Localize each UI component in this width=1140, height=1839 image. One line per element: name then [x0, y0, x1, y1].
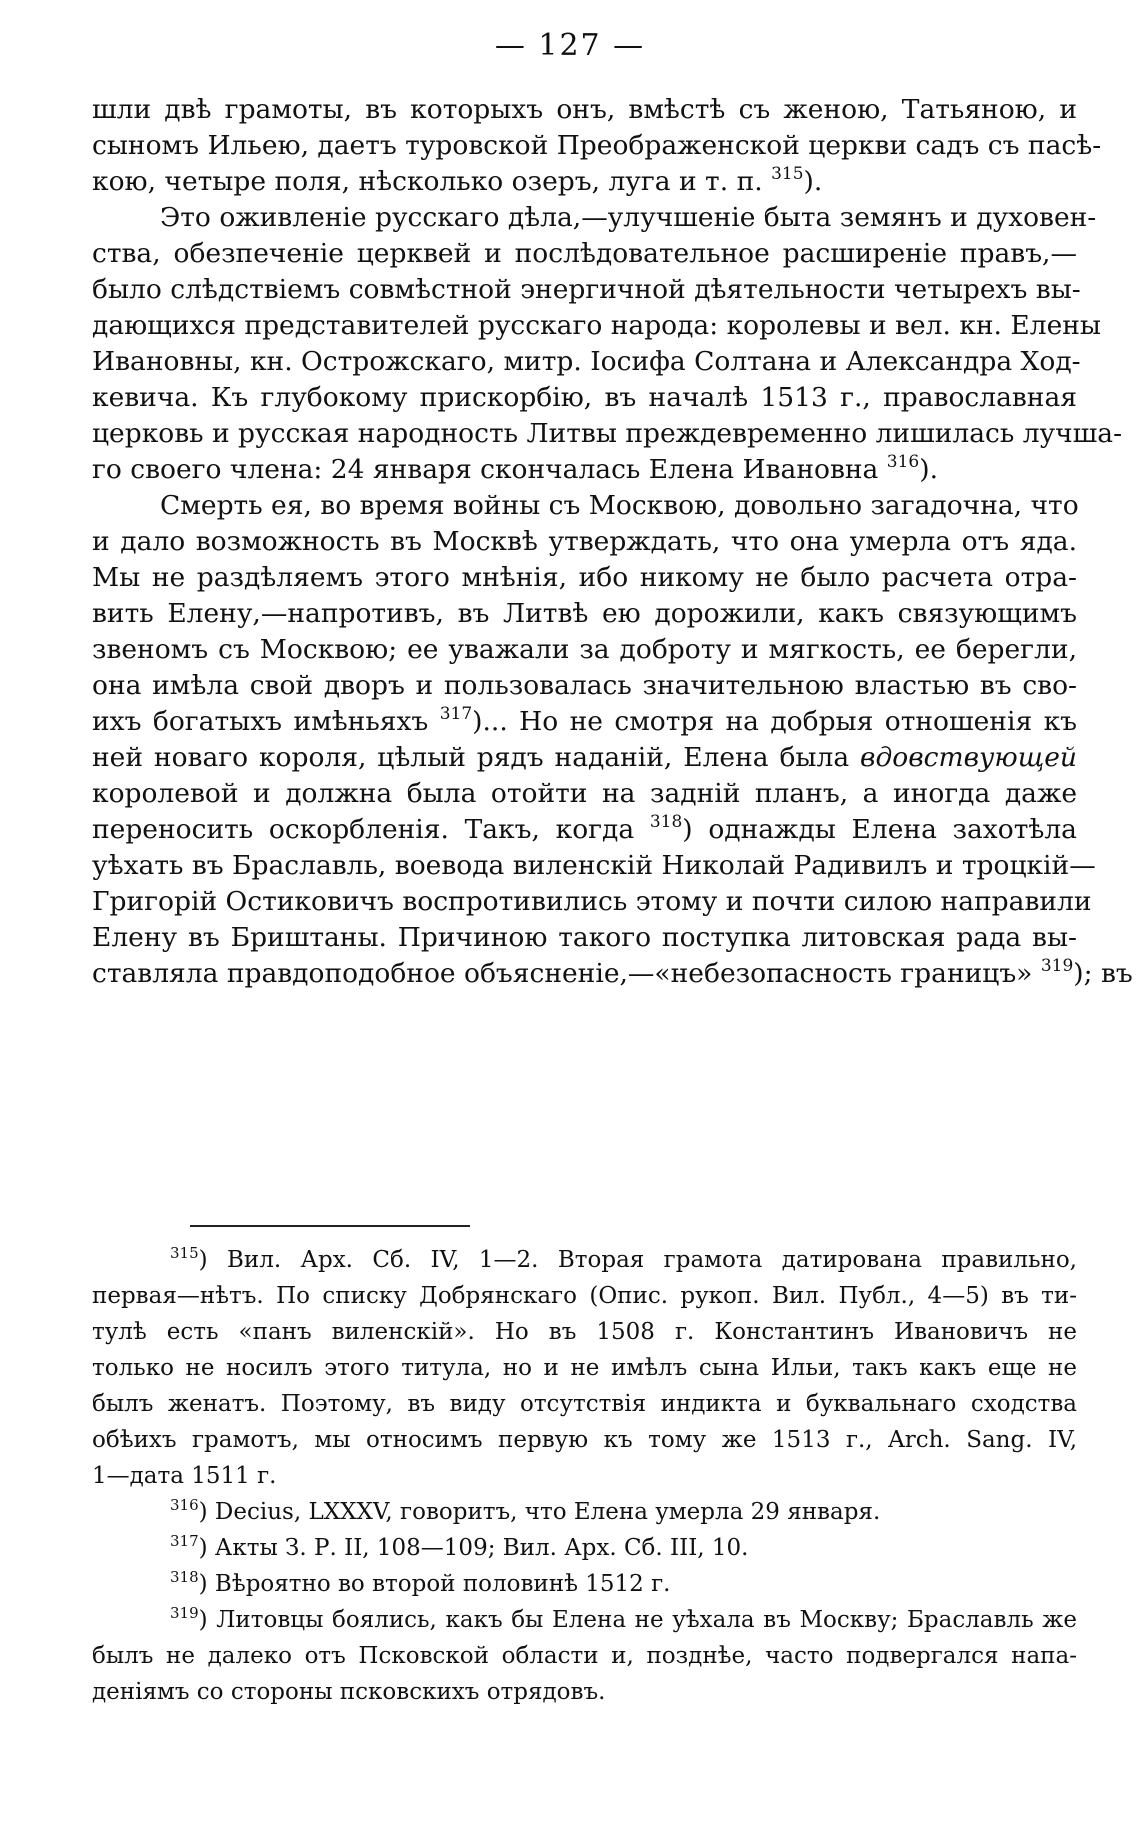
footnote-line: [92, 1530, 1077, 1566]
footnote-number: 319: [170, 1604, 199, 1622]
line-text: Смерть ея, во время войны съ Москвою, довольно загадочна, что: [160, 490, 1079, 521]
footnote-line: [92, 1278, 1077, 1314]
footnote-line: [92, 1242, 1077, 1278]
text-line: [92, 128, 1102, 164]
line-text-after: ) однажды Елена захотѣла: [682, 814, 1077, 845]
line-text: ней новаго короля, цѣлый рядъ наданій, Елена была: [92, 742, 861, 773]
footnote-number: 316: [170, 1496, 199, 1514]
footnote-line: [92, 1494, 1077, 1530]
line-text: дающихся представителей русскаго народа: королевы и вел. кн. Елены: [92, 310, 1102, 341]
text-line: [92, 920, 1077, 956]
line-text: ихъ богатыхъ имѣньяхъ: [92, 706, 440, 737]
footnote-line: [92, 1422, 1077, 1458]
text-line: [92, 776, 1077, 812]
text-line: [92, 596, 1077, 632]
emphasized-word: вдовствующей: [860, 742, 1077, 773]
footnote-text: былъ не далеко отъ Псковской области и, позднѣе, часто подвергался напа-: [92, 1643, 1077, 1669]
text-line: [92, 668, 1077, 704]
footnote-text: тулѣ есть «панъ виленскій». Но въ 1508 г. Константинъ Ивановичъ не: [92, 1319, 1077, 1345]
footnote-text: ) Decius, LXXXV, говоритъ, что Елена умерла 29 января.: [198, 1499, 881, 1525]
footnote-reference[interactable]: 316: [886, 452, 920, 472]
footnote-line: [92, 1386, 1077, 1422]
text-line: [92, 344, 1081, 380]
text-line: [92, 92, 1077, 128]
line-text: она имѣла свой дворъ и пользовалась значительною властью въ сво-: [92, 670, 1077, 701]
footnote-reference[interactable]: 315: [771, 164, 804, 184]
footnotes: [92, 1242, 1077, 1710]
footnote-line: [92, 1566, 1077, 1602]
footnote-number: 317: [170, 1532, 199, 1550]
line-text: уѣхать въ Браславль, воевода виленскій Николай Радивилъ и троцкій—: [92, 850, 1096, 881]
footnote-separator: [190, 1225, 470, 1227]
page-number: — 127 —: [494, 28, 646, 63]
footnote-line: [92, 1638, 1077, 1674]
text-line: [92, 308, 1102, 344]
footnote-line: [92, 1674, 1077, 1710]
text-line: [92, 704, 1077, 740]
footnote-line: [92, 1602, 1077, 1638]
text-line: [92, 416, 1123, 452]
text-line: [92, 848, 1096, 884]
footnote-number: 318: [170, 1568, 199, 1586]
text-line: [92, 452, 1077, 488]
footnote-number: 315: [170, 1244, 199, 1262]
main-text: [92, 92, 1133, 992]
footnote-text: обѣихъ грамотъ, мы относимъ первую къ тому же 1513 г., Arch. Sang. IV,: [92, 1427, 1077, 1453]
text-line: [92, 524, 1077, 560]
footnote-text: ) Акты З. Р. II, 108—109; Вил. Арх. Сб. III, 10.: [198, 1535, 749, 1561]
footnote-text: ) Вил. Арх. Сб. IV, 1—2. Вторая грамота датирована правильно,: [198, 1247, 1077, 1273]
footnote-line: [92, 1458, 1077, 1494]
footnote-line: [92, 1314, 1077, 1350]
line-text: сыномъ Ильею, даетъ туровской Преображенской церкви садъ съ пасѣ-: [92, 130, 1102, 161]
line-text: переносить оскорбленія. Такъ, когда: [92, 814, 650, 845]
footnote-text: ) Вѣроятно во второй половинѣ 1512 г.: [198, 1571, 671, 1597]
line-text: го своего члена: 24 января скончалась Елена Ивановна: [92, 454, 887, 485]
footnote-reference[interactable]: 317: [439, 704, 473, 724]
text-line: [92, 884, 1092, 920]
text-line: [92, 200, 1097, 236]
line-text: Ивановны, кн. Острожскаго, митр. Іосифа Солтана и Александра Ход-: [92, 346, 1081, 377]
line-text: и дало возможность въ Москвѣ утверждать, что она умерла отъ яда.: [92, 526, 1077, 557]
footnote-text: деніямъ со стороны псковскихъ отрядовъ.: [92, 1679, 606, 1705]
footnote-line: [92, 1350, 1077, 1386]
line-text: кевича. Къ глубокому прискорбію, въ началѣ 1513 г., православная: [92, 382, 1077, 413]
text-line: [92, 632, 1077, 668]
line-text-after: )... Но не смотря на добрыя отношенія къ: [472, 706, 1077, 737]
line-text: было слѣдствіемъ совмѣстной энергичной дѣятельности четырехъ вы-: [92, 274, 1081, 305]
line-text-after: ).: [803, 166, 823, 197]
text-line: [92, 272, 1081, 308]
line-text: ства, обезпеченіе церквей и послѣдовательное расширеніе правъ,—: [92, 238, 1077, 269]
footnote-text: былъ женатъ. Поэтому, въ виду отсутствія индикта и буквальнаго сходства: [92, 1391, 1077, 1417]
text-line: [92, 164, 1077, 200]
text-line: [92, 488, 1077, 524]
line-text: Мы не раздѣляемъ этого мнѣнія, ибо никому не было расчета отра-: [92, 562, 1077, 593]
line-text: ставляла правдоподобное объясненіе,—«небезопасность границъ»: [92, 958, 1041, 989]
text-line: [92, 380, 1077, 416]
text-line: [92, 236, 1077, 272]
footnote-text: ) Литовцы боялись, какъ бы Елена не уѣхала въ Москву; Браславль же: [198, 1607, 1077, 1633]
line-text-after: ); въ: [1073, 958, 1133, 989]
line-text: кою, четыре поля, нѣсколько озеръ, луга и т. п.: [92, 166, 772, 197]
footnote-text: первая—нѣтъ. По списку Добрянскаго (Опис. рукоп. Вил. Публ., 4—5) въ ти-: [92, 1283, 1077, 1309]
line-text: Григорій Остиковичъ воспротивились этому и почти силою направили: [92, 886, 1092, 917]
line-text: Елену въ Бриштаны. Причиною такого поступка литовская рада вы-: [92, 922, 1077, 953]
line-text-after: ).: [919, 454, 938, 485]
footnote-text: 1—дата 1511 г.: [92, 1463, 277, 1489]
footnote-reference[interactable]: 318: [649, 812, 683, 832]
text-line: [92, 812, 1077, 848]
line-text: Это оживленіе русскаго дѣла,—улучшеніе быта земянъ и духовен-: [160, 202, 1097, 233]
text-line: [92, 560, 1077, 596]
footnote-text: только не носилъ этого титула, но и не имѣлъ сына Ильи, такъ какъ еще не: [92, 1355, 1077, 1381]
line-text: вить Елену,—напротивъ, въ Литвѣ ею дорожили, какъ связующимъ: [92, 598, 1077, 629]
line-text: королевой и должна была отойти на задній планъ, а иногда даже: [92, 778, 1077, 809]
footnote-reference[interactable]: 319: [1040, 956, 1074, 976]
line-text: звеномъ съ Москвою; ее уважали за доброту и мягкость, ее берегли,: [92, 634, 1077, 665]
text-line: [92, 740, 1077, 776]
line-text: шли двѣ грамоты, въ которыхъ онъ, вмѣстѣ съ женою, Татьяною, и: [92, 94, 1077, 125]
text-line: [92, 956, 1133, 992]
line-text: церковь и русская народность Литвы преждевременно лишилась лучша-: [92, 418, 1123, 449]
